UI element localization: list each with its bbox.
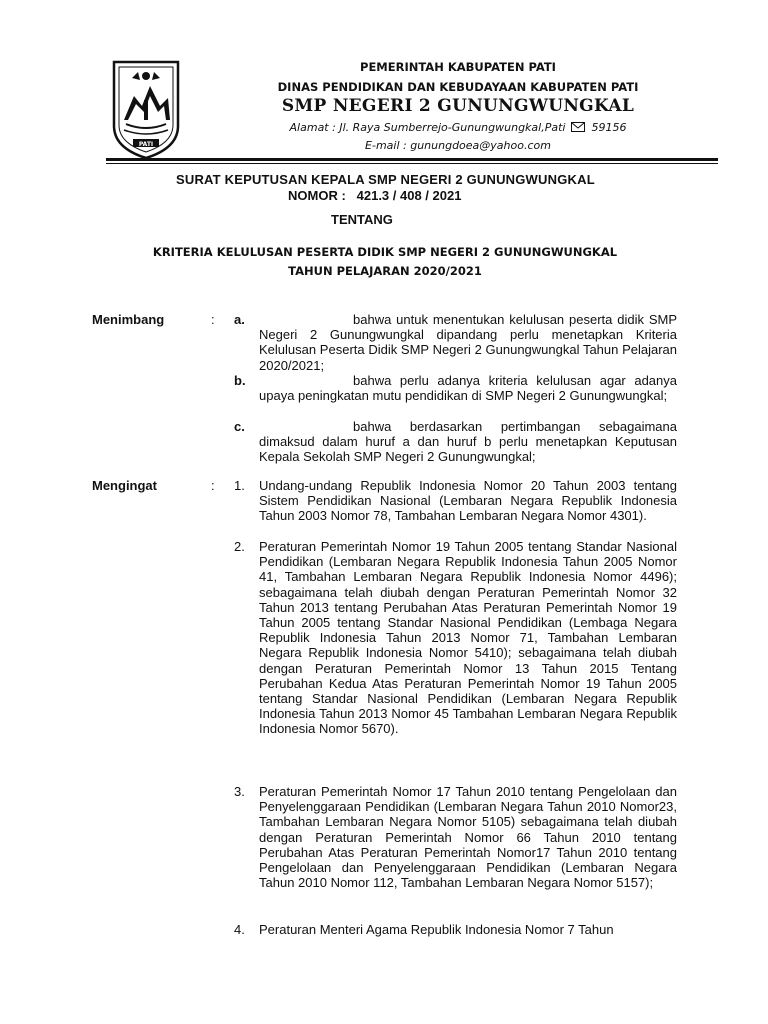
subject-line-1: KRITERIA KELULUSAN PESERTA DIDIK SMP NEGERI 2 GUNUNGWUNGKAL (152, 245, 618, 259)
mengingat-item-1: Undang-undang Republik Indonesia Nomor 20 Tahun 2003 tentang Sistem Pendidikan Nasional (Lembaran Negara Republik Indonesia Tahun 2003 Nomor 78, Tambahan Lembaran Negara Nomor 4301). (259, 478, 677, 524)
menimbang-item-b: bahwa perlu adanya kriteria kelulusan agar adanya upaya peningkatan mutu pendidikan di SMP Negeri 2 Gunungwungkal; (259, 373, 677, 404)
mengingat-colon: : (211, 478, 215, 493)
mengingat-label: Mengingat (92, 478, 157, 493)
about-heading: TENTANG (331, 212, 393, 227)
mengingat-marker-4: 4. (234, 922, 245, 937)
decree-number-value: 421.3 / 408 / 2021 (356, 188, 462, 203)
school-name: SMP NEGERI 2 GUNUNGWUNGKAL (281, 96, 635, 116)
menimbang-marker-c: c. (234, 419, 245, 434)
government-name: PEMERINTAH KABUPATEN PATI (360, 60, 556, 74)
logo-lettering: PATI (138, 141, 154, 148)
menimbang-marker-b: b. (234, 373, 246, 388)
school-email: E-mail : gunungdoea@yahoo.com (365, 139, 551, 152)
menimbang-label: Menimbang (92, 312, 165, 327)
department-name: DINAS PENDIDIKAN DAN KEBUDAYAAN KABUPATEN PATI (277, 80, 639, 94)
decree-number-label: NOMOR : (288, 188, 346, 203)
menimbang-colon: : (211, 312, 215, 327)
subject-line-2: TAHUN PELAJARAN 2020/2021 (288, 264, 482, 278)
regency-logo-icon (106, 56, 186, 160)
header-divider-thin (106, 163, 718, 164)
menimbang-marker-a: a. (234, 312, 245, 327)
menimbang-item-a: bahwa untuk menentukan kelulusan peserta didik SMP Negeri 2 Gunungwungkal dipandang perlu menetapkan Kriteria Kelulusan Peserta Didik SMP Negeri 2 Gunungwungkal Tahun Pelajaran 2020/2021; (259, 312, 677, 373)
mengingat-marker-2: 2. (234, 539, 245, 554)
postal-code: 59156 (591, 121, 627, 134)
address-text: Alamat : Jl. Raya Sumberrejo-Gunungwungkal,Pati (289, 121, 566, 134)
header-divider-thick (106, 158, 718, 161)
menimbang-item-c: bahwa berdasarkan pertimbangan sebagaimana dimaksud dalam huruf a dan huruf b perlu menetapkan Keputusan Kepala Sekolah SMP Negeri 2 Gunungwungkal; (259, 419, 677, 465)
decree-number (288, 188, 461, 203)
mengingat-marker-3: 3. (234, 784, 245, 799)
school-address (188, 121, 728, 134)
mengingat-marker-1: 1. (234, 478, 245, 493)
mengingat-item-4: Peraturan Menteri Agama Republik Indonesia Nomor 7 Tahun (259, 922, 614, 937)
mengingat-item-2: Peraturan Pemerintah Nomor 19 Tahun 2005 tentang Standar Nasional Pendidikan (Lembaran Negara Republik Indonesia Tahun 2005 Nomor 41, Tambahan Lembaran Negara Republik Indonesia Nomor 4496); sebagaimana telah diubah dengan Peraturan Pemerintah Nomor 32 Tahun 2013 tentang Perubahan Atas Peraturan Pemerintah Nomor 19 Tahun 2005 tentang Standar Nasional Pendidikan (Lembaga Negara Republik Indonesia Tahun 2013 Nomor 71, Tambahan Lembaran Negara Republik Indonesia Nomor 5410); sebagaimana telah diubah dengan Peraturan Pemerintah Nomor 13 Tahun 2015 Tentang Perubahan Kedua Atas Peraturan Pemerintah Nomor 19 Tahun 2005 tentang Standar Nasional Pendidikan (Lembaran Negara Republik Indonesia Tahun 2013 Nomor 45 Tambahan Lembaran Negara Republik Indonesia Nomor 5670). (259, 539, 677, 737)
envelope-icon (571, 122, 585, 132)
mengingat-item-3: Peraturan Pemerintah Nomor 17 Tahun 2010 tentang Pengelolaan dan Penyelenggaraan Pendidikan (Lembaran Negara Tahun 2010 Nomor23, Tambahan Lembaran Negara Nomor 5105) sebagaimana telah diubah dengan Peraturan Pemerintah Nomor 66 Tahun 2010 tentang Perubahan Atas Peraturan Pemerintah Nomor17 Tahun 2010 tentang Pengelolaan dan Penyelenggaraan Pendidikan (Lembaran Negara Tahun 2010 Nomor 112, Tambahan Lembaran Negara Nomor 5157); (259, 784, 677, 891)
decree-title: SURAT KEPUTUSAN KEPALA SMP NEGERI 2 GUNUNGWUNGKAL (176, 172, 595, 187)
